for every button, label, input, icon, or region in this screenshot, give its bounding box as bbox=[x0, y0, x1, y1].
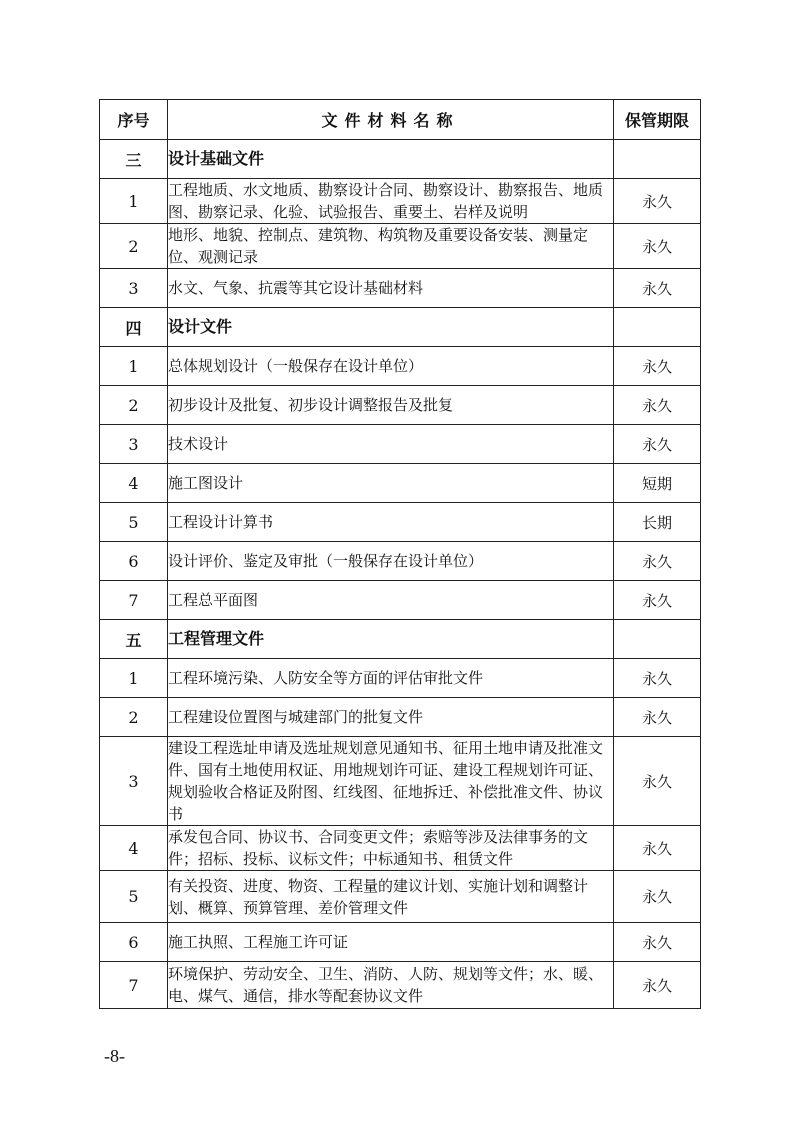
row-number: 2 bbox=[100, 386, 168, 425]
row-number: 1 bbox=[100, 347, 168, 386]
row-number: 7 bbox=[100, 962, 168, 1009]
row-document-name: 总体规划设计（一般保存在设计单位） bbox=[168, 347, 614, 386]
page-number: -8- bbox=[104, 1046, 125, 1066]
section-row bbox=[100, 140, 701, 179]
table-header-row bbox=[100, 100, 701, 140]
row-number: 5 bbox=[100, 503, 168, 542]
row-document-name: 工程总平面图 bbox=[168, 581, 614, 620]
row-retention-period: 永久 bbox=[614, 224, 701, 269]
row-number: 7 bbox=[100, 581, 168, 620]
table-row bbox=[100, 464, 701, 503]
row-document-name: 建设工程选址申请及选址规划意见通知书、征用土地申请及批准文件、国有土地使用权证、用地规划许可证、建设工程规划许可证、规划验收合格证及附图、红线图、征地拆迁、补偿批准文件、协议书 bbox=[168, 737, 614, 826]
row-document-name: 工程设计计算书 bbox=[168, 503, 614, 542]
row-number: 四 bbox=[100, 308, 168, 347]
row-retention-period: 永久 bbox=[614, 425, 701, 464]
row-number: 4 bbox=[100, 464, 168, 503]
row-retention-period: 永久 bbox=[614, 581, 701, 620]
row-number: 3 bbox=[100, 425, 168, 464]
header-no: 序号 bbox=[100, 100, 168, 140]
row-retention-period: 短期 bbox=[614, 464, 701, 503]
row-number: 3 bbox=[100, 269, 168, 308]
row-document-name: 工程建设位置图与城建部门的批复文件 bbox=[168, 698, 614, 737]
table-row bbox=[100, 871, 701, 923]
table-row bbox=[100, 224, 701, 269]
row-document-name: 工程地质、水文地质、勘察设计合同、勘察设计、勘察报告、地质图、勘察记录、化验、试验报告、重要土、岩样及说明 bbox=[168, 179, 614, 224]
table-row bbox=[100, 503, 701, 542]
header-period: 保管期限 bbox=[614, 100, 701, 140]
table-row bbox=[100, 698, 701, 737]
table-row bbox=[100, 737, 701, 826]
row-document-name: 设计文件 bbox=[168, 308, 614, 347]
row-document-name: 环境保护、劳动安全、卫生、消防、人防、规划等文件；水、暖、电、煤气、通信，排水等配套协议文件 bbox=[168, 962, 614, 1009]
row-number: 6 bbox=[100, 542, 168, 581]
table-row bbox=[100, 581, 701, 620]
row-number: 2 bbox=[100, 698, 168, 737]
row-document-name: 技术设计 bbox=[168, 425, 614, 464]
row-retention-period: 永久 bbox=[614, 542, 701, 581]
table-row bbox=[100, 542, 701, 581]
row-document-name: 施工执照、工程施工许可证 bbox=[168, 923, 614, 962]
row-retention-period bbox=[614, 308, 701, 347]
table-row bbox=[100, 425, 701, 464]
row-retention-period: 永久 bbox=[614, 386, 701, 425]
row-document-name: 水文、气象、抗震等其它设计基础材料 bbox=[168, 269, 614, 308]
row-number: 4 bbox=[100, 826, 168, 871]
table-row bbox=[100, 659, 701, 698]
row-retention-period: 永久 bbox=[614, 347, 701, 386]
row-document-name: 承发包合同、协议书、合同变更文件；索赔等涉及法律事务的文件；招标、投标、议标文件；中标通知书、租赁文件 bbox=[168, 826, 614, 871]
table-row bbox=[100, 179, 701, 224]
table-row bbox=[100, 386, 701, 425]
row-number: 五 bbox=[100, 620, 168, 659]
section-row bbox=[100, 308, 701, 347]
row-document-name: 设计评价、鉴定及审批（一般保存在设计单位） bbox=[168, 542, 614, 581]
row-retention-period: 永久 bbox=[614, 698, 701, 737]
row-document-name: 地形、地貌、控制点、建筑物、构筑物及重要设备安装、测量定位、观测记录 bbox=[168, 224, 614, 269]
row-retention-period: 永久 bbox=[614, 179, 701, 224]
table-row bbox=[100, 923, 701, 962]
section-row bbox=[100, 620, 701, 659]
row-document-name: 有关投资、进度、物资、工程量的建议计划、实施计划和调整计划、概算、预算管理、差价管理文件 bbox=[168, 871, 614, 923]
row-retention-period: 永久 bbox=[614, 269, 701, 308]
row-number: 2 bbox=[100, 224, 168, 269]
row-number: 5 bbox=[100, 871, 168, 923]
row-retention-period: 永久 bbox=[614, 871, 701, 923]
row-document-name: 施工图设计 bbox=[168, 464, 614, 503]
row-number: 三 bbox=[100, 140, 168, 179]
archive-table bbox=[99, 99, 701, 1009]
header-name: 文件材料名称 bbox=[168, 100, 614, 140]
row-number: 1 bbox=[100, 179, 168, 224]
row-number: 6 bbox=[100, 923, 168, 962]
table-row bbox=[100, 962, 701, 1009]
row-document-name: 设计基础文件 bbox=[168, 140, 614, 179]
row-retention-period: 永久 bbox=[614, 737, 701, 826]
row-document-name: 工程管理文件 bbox=[168, 620, 614, 659]
row-document-name: 工程环境污染、人防安全等方面的评估审批文件 bbox=[168, 659, 614, 698]
row-retention-period: 长期 bbox=[614, 503, 701, 542]
table-row bbox=[100, 269, 701, 308]
row-document-name: 初步设计及批复、初步设计调整报告及批复 bbox=[168, 386, 614, 425]
row-retention-period bbox=[614, 620, 701, 659]
row-number: 1 bbox=[100, 659, 168, 698]
row-retention-period: 永久 bbox=[614, 659, 701, 698]
table-row bbox=[100, 347, 701, 386]
row-retention-period: 永久 bbox=[614, 962, 701, 1009]
row-number: 3 bbox=[100, 737, 168, 826]
row-retention-period bbox=[614, 140, 701, 179]
row-retention-period: 永久 bbox=[614, 923, 701, 962]
row-retention-period: 永久 bbox=[614, 826, 701, 871]
table-row bbox=[100, 826, 701, 871]
